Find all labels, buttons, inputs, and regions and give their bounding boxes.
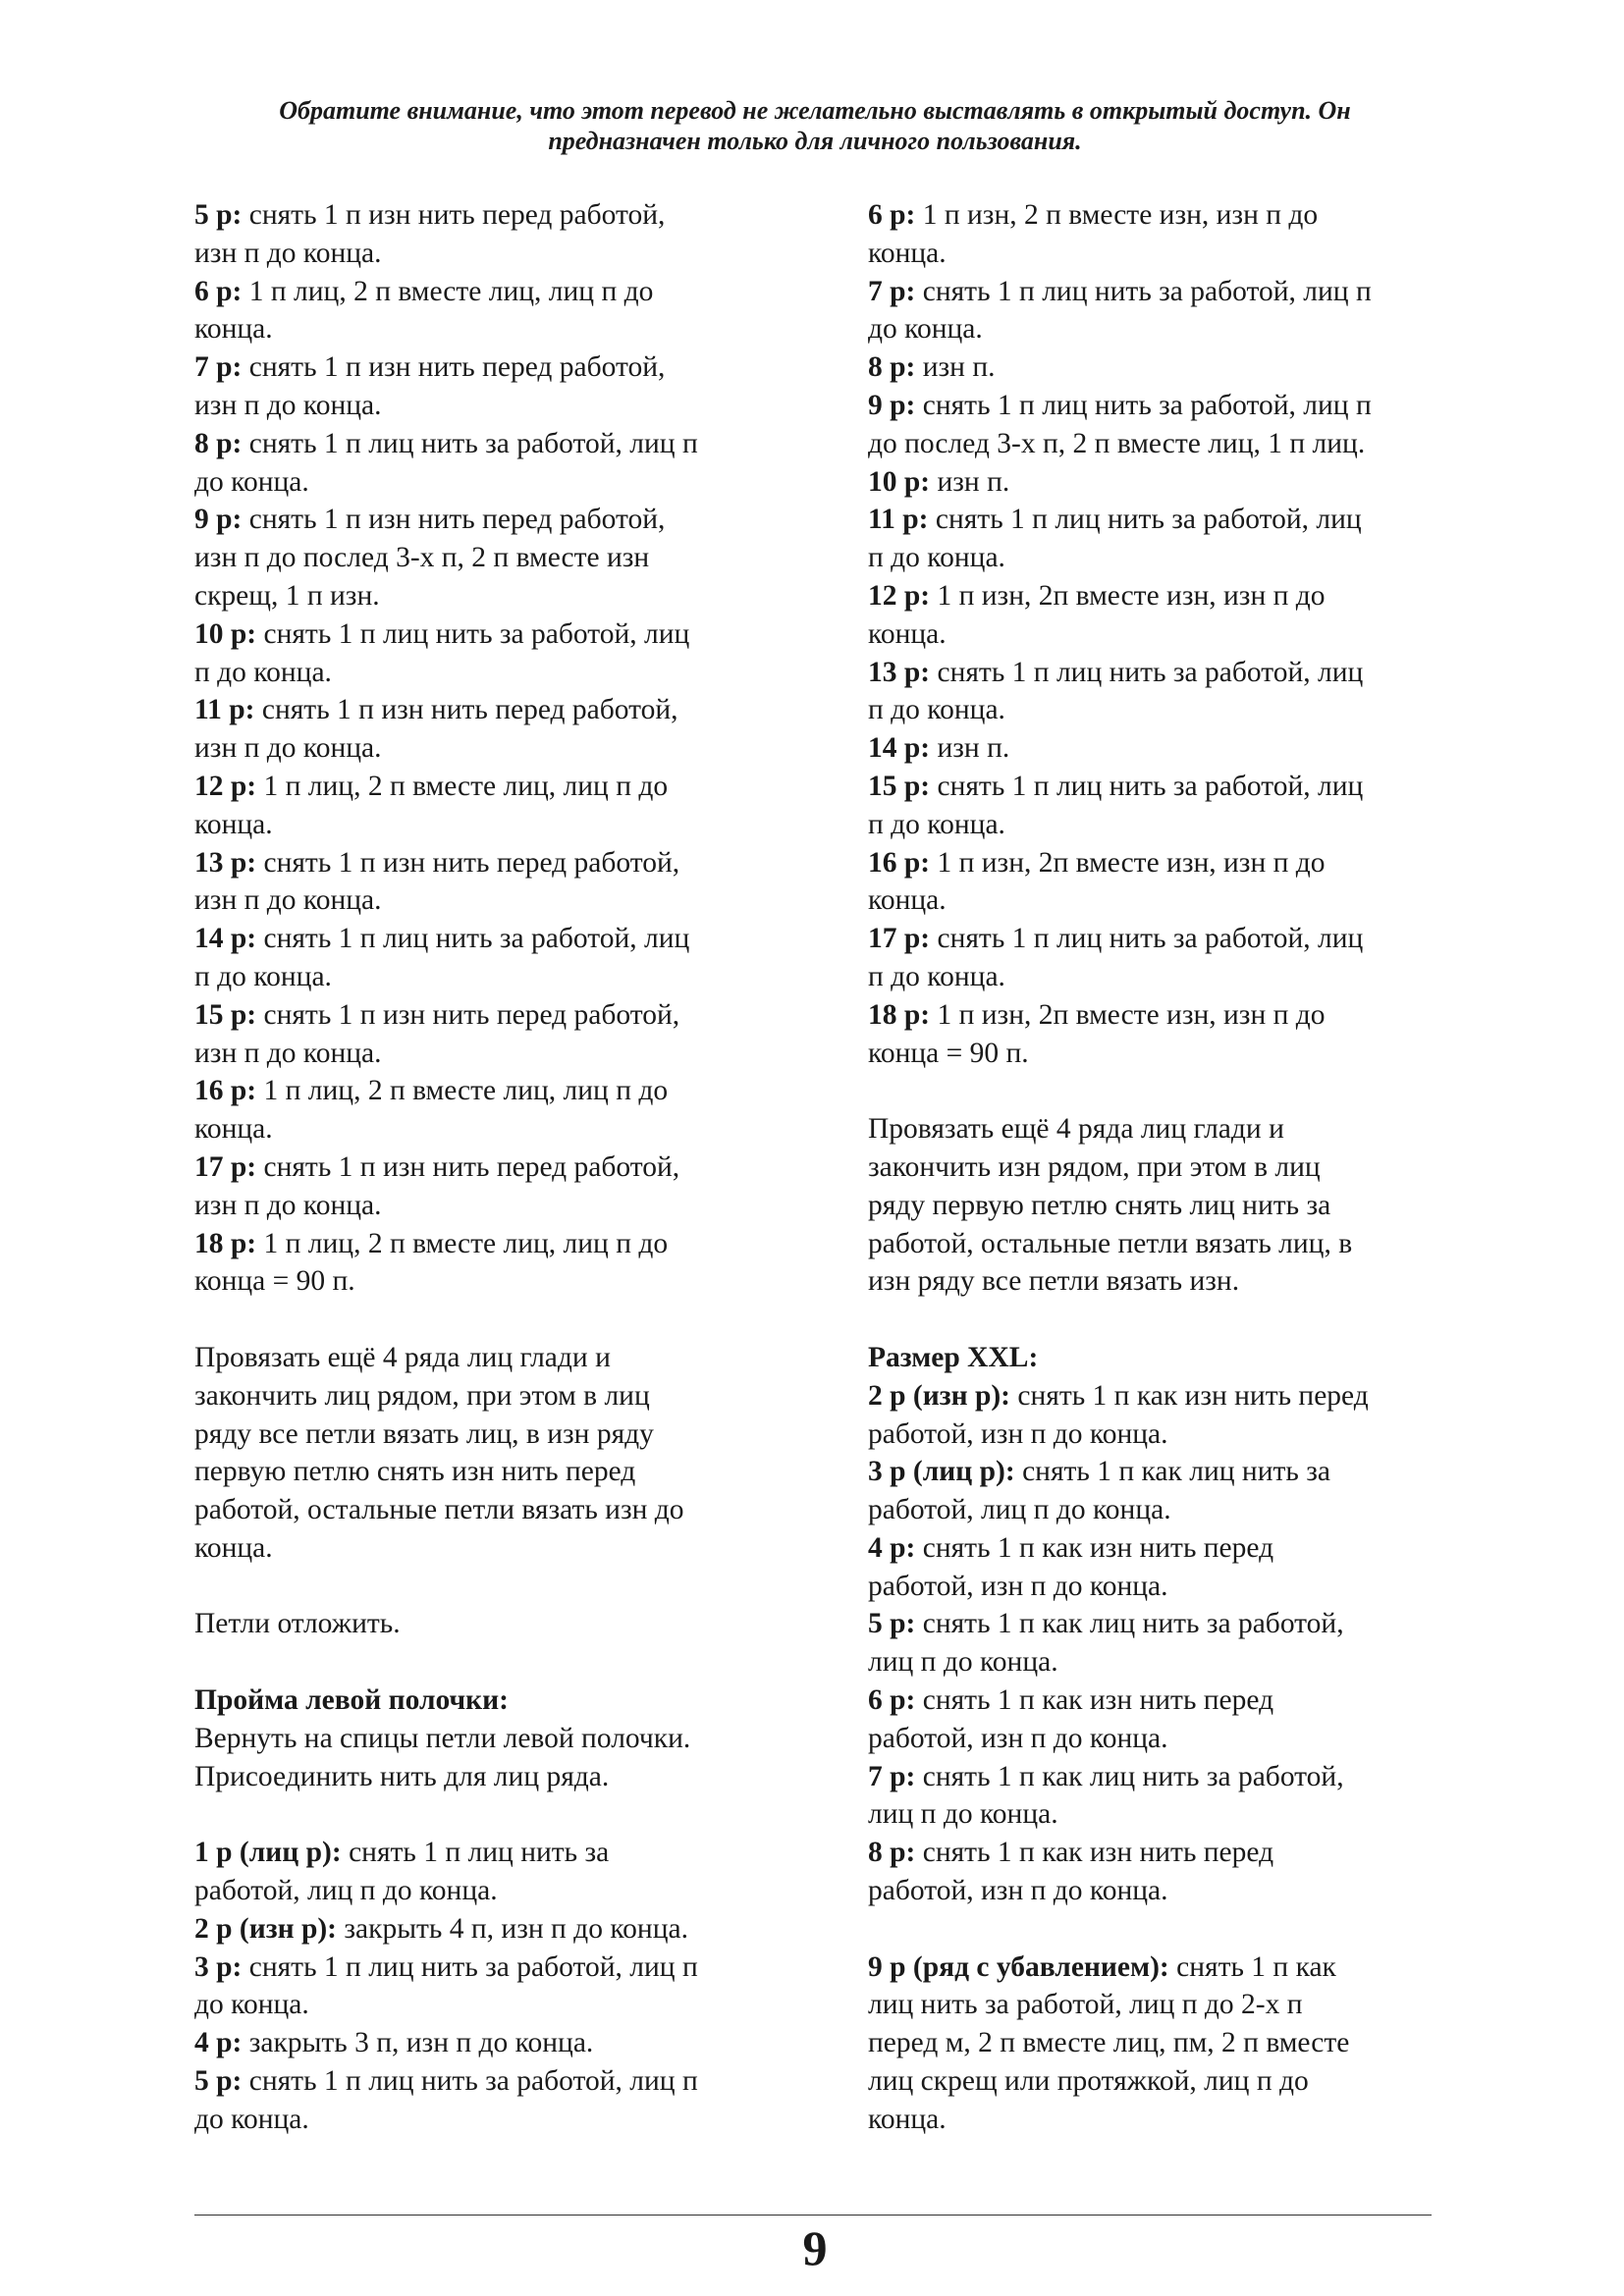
instruction-paragraph (868, 348, 1467, 387)
instruction-paragraph (868, 920, 1467, 996)
row-label: 11 р: (868, 504, 929, 536)
instruction-paragraph (194, 425, 793, 502)
text-line: до конца. (194, 2103, 309, 2135)
text-line: изн п до конца. (194, 237, 382, 269)
text-line: закончить лиц рядом, при этом в лиц (194, 1379, 650, 1412)
instruction-paragraph (868, 1110, 1467, 1301)
text-line (868, 654, 1467, 692)
instruction-paragraph (868, 1834, 1467, 1910)
row-label: 6 р: (868, 199, 916, 231)
row-text: снять 1 п как изн нить перед (915, 1837, 1274, 1869)
text-line (194, 996, 793, 1035)
paragraph-gap (868, 1910, 1467, 1949)
text-line (868, 1949, 1467, 1987)
row-text: закрыть 3 п, изн п до конца. (242, 2027, 594, 2059)
row-text: снять 1 п лиц нить за работой, лиц (256, 617, 690, 650)
text-line: конца. (194, 808, 273, 840)
text-line (868, 273, 1467, 311)
row-text: снять 1 п как изн нить перед (915, 1531, 1274, 1564)
text-line: до конца. (868, 313, 983, 346)
row-text: снять 1 п лиц нить за работой, лиц п (242, 427, 698, 459)
text-line: работой, изн п до конца. (868, 1417, 1168, 1450)
text-line: лиц п до конца. (868, 1798, 1058, 1831)
row-label: 10 р: (194, 617, 257, 650)
instruction-paragraph (868, 1453, 1467, 1529)
row-label: 3 р: (194, 1950, 243, 1983)
instruction-paragraph (194, 348, 793, 425)
row-label: 5 р: (194, 2065, 243, 2098)
row-text: изн п. (930, 465, 1010, 498)
row-text: снять 1 п изн нить перед работой, (256, 846, 680, 879)
instruction-paragraph (868, 577, 1467, 654)
row-text: 1 п лиц, 2 п вместе лиц, лиц п до (256, 1075, 669, 1107)
row-text: Провязать ещё 4 ряда лиц глади и (194, 1341, 611, 1373)
row-label: 15 р: (194, 998, 257, 1031)
text-line: работой, изн п до конца. (868, 1875, 1168, 1907)
instruction-paragraph (194, 615, 793, 692)
text-line: п до конца. (868, 960, 1005, 992)
text-line (868, 1377, 1467, 1415)
row-text: 1 п изн, 2 п вместе изн, изн п до (915, 199, 1319, 231)
row-label: 8 р: (194, 427, 243, 459)
instruction-paragraph (194, 1834, 793, 1910)
text-line: Присоединить нить для лиц ряда. (194, 1760, 610, 1792)
row-text: снять 1 п лиц нить за работой, лиц (928, 504, 1362, 536)
text-line (194, 1949, 793, 1987)
row-text: снять 1 п лиц нить за работой, лиц (256, 923, 690, 955)
text-line (868, 729, 1467, 768)
text-line (868, 501, 1467, 539)
row-label: 11 р: (194, 694, 255, 726)
text-line: лиц скрещ или протяжкой, лиц п до (868, 2065, 1309, 2098)
instruction-paragraph (868, 273, 1467, 349)
instruction-paragraph (868, 196, 1467, 273)
text-line: перед м, 2 п вместе лиц, пм, 2 п вместе (868, 2027, 1350, 2059)
row-text: снять 1 п изн нить перед работой, (242, 199, 666, 231)
text-line: конца = 90 п. (194, 1265, 355, 1298)
row-label: 15 р: (868, 770, 931, 802)
row-text: снять 1 п изн нить перед работой, (256, 998, 680, 1031)
text-line (868, 996, 1467, 1035)
row-text: снять 1 п лиц нить за работой, лиц (930, 656, 1364, 688)
row-label: 9 р: (194, 504, 243, 536)
row-label: Размер XXL: (868, 1341, 1039, 1373)
row-text: снять 1 п как лиц нить за (1014, 1456, 1330, 1488)
instruction-paragraph (194, 1339, 793, 1568)
text-line (868, 348, 1467, 387)
text-line (868, 920, 1467, 958)
instruction-paragraph (194, 1910, 793, 1949)
row-label: 14 р: (868, 732, 931, 765)
row-text: снять 1 п лиц нить за работой, лиц п (242, 1950, 698, 1983)
text-line: конца. (194, 1531, 273, 1564)
row-text: изн п. (915, 351, 996, 384)
instruction-paragraph (194, 691, 793, 768)
paragraph-gap (868, 1301, 1467, 1339)
text-line (194, 196, 793, 235)
text-line: изн ряду все петли вязать изн. (868, 1265, 1240, 1298)
instruction-paragraph (868, 387, 1467, 463)
row-text: снять 1 п как лиц нить за работой, (915, 1608, 1344, 1640)
instruction-paragraph (868, 768, 1467, 844)
row-label: 5 р: (194, 199, 243, 231)
row-text: снять 1 п изн нить перед работой, (242, 351, 666, 384)
row-label: 5 р: (868, 1608, 916, 1640)
row-label: 17 р: (868, 923, 931, 955)
paragraph-gap (194, 1568, 793, 1606)
text-line (194, 1148, 793, 1187)
text-line (194, 691, 793, 729)
text-line: изн п до конца. (194, 1037, 382, 1069)
instruction-paragraph (194, 501, 793, 614)
text-line: работой, остальные петли вязать изн до (194, 1494, 684, 1526)
row-label: 18 р: (194, 1227, 257, 1259)
text-line: конца. (868, 617, 947, 650)
instruction-paragraph (194, 1225, 793, 1302)
text-line: до послед 3-х п, 2 п вместе лиц, 1 п лиц. (868, 427, 1366, 459)
text-line (194, 2024, 793, 2062)
row-label: 3 р (лиц р): (868, 1456, 1015, 1488)
instruction-paragraph (868, 1682, 1467, 1758)
instruction-paragraph (868, 1339, 1467, 1377)
row-label: 4 р: (194, 2027, 243, 2059)
row-text: снять 1 п лиц нить за работой, лиц п (915, 389, 1372, 421)
row-text: снять 1 п лиц нить за работой, лиц (930, 770, 1364, 802)
row-text: снять 1 п изн нить перед работой, (254, 694, 678, 726)
instruction-paragraph (194, 2024, 793, 2062)
text-line: ряду все петли вязать лиц, в изн ряду (194, 1417, 654, 1450)
page-number: 9 (802, 2220, 828, 2275)
instruction-paragraph (868, 654, 1467, 730)
row-text: снять 1 п как изн нить перед (1010, 1379, 1369, 1412)
row-text: 1 п изн, 2п вместе изн, изн п до (930, 579, 1326, 612)
row-label: 2 р (изн р): (194, 1912, 338, 1945)
text-line (194, 768, 793, 806)
text-line: изн п до конца. (194, 884, 382, 917)
text-line (868, 844, 1467, 882)
text-line (194, 501, 793, 539)
instruction-paragraph (868, 1605, 1467, 1682)
row-text: снять 1 п лиц нить за работой, лиц п (242, 2065, 698, 2098)
row-text: снять 1 п лиц нить за работой, лиц п (915, 275, 1372, 307)
text-line: скрещ, 1 п изн. (194, 579, 380, 612)
row-label: 2 р (изн р): (868, 1379, 1011, 1412)
text-line (194, 1605, 793, 1643)
instruction-paragraph (868, 501, 1467, 577)
text-line: работой, лиц п до конца. (194, 1875, 498, 1907)
footer-divider (194, 2215, 1432, 2216)
instruction-paragraph (868, 1529, 1467, 1606)
page-header-notice (187, 95, 1443, 156)
row-text: Петли отложить. (194, 1608, 401, 1640)
row-label: 4 р: (868, 1531, 916, 1564)
row-text: 1 п изн, 2п вместе изн, изн п до (930, 998, 1326, 1031)
text-line: конца. (194, 1113, 273, 1146)
row-label: 14 р: (194, 923, 257, 955)
text-line: конца. (868, 237, 947, 269)
text-line: конца. (194, 313, 273, 346)
text-line: изн п до конца. (194, 732, 382, 765)
instruction-paragraph (194, 844, 793, 921)
text-line (194, 1834, 793, 1872)
row-label: 8 р: (868, 1837, 916, 1869)
paragraph-gap (194, 1301, 793, 1339)
instruction-paragraph (868, 844, 1467, 921)
text-line (868, 577, 1467, 615)
instruction-paragraph (194, 1605, 793, 1643)
paragraph-gap (868, 1072, 1467, 1110)
instruction-paragraph (194, 1072, 793, 1148)
text-line (868, 1453, 1467, 1491)
text-line (868, 196, 1467, 235)
text-line: п до конца. (194, 656, 332, 688)
instruction-paragraph (194, 1682, 793, 1795)
instruction-paragraph (194, 920, 793, 996)
row-label: 12 р: (194, 770, 257, 802)
instruction-paragraph (194, 1148, 793, 1225)
instruction-paragraph (868, 1949, 1467, 2139)
text-line: изн п до конца. (194, 1189, 382, 1221)
text-line (868, 1339, 1467, 1377)
row-label: 10 р: (868, 465, 931, 498)
right-column (868, 196, 1467, 2139)
text-line: п до конца. (194, 960, 332, 992)
row-text: снять 1 п изн нить перед работой, (256, 1150, 680, 1183)
text-line: работой, остальные петли вязать лиц, в (868, 1227, 1353, 1259)
row-label: 8 р: (868, 351, 916, 384)
text-line (868, 768, 1467, 806)
instruction-paragraph (868, 996, 1467, 1073)
text-line: работой, изн п до конца. (868, 1722, 1168, 1754)
row-text: 1 п изн, 2п вместе изн, изн п до (930, 846, 1326, 879)
row-label: 6 р: (868, 1684, 916, 1717)
text-line (868, 463, 1467, 502)
header-line-1: Обратите внимание, что этот перевод не желательно выставлять в открытый доступ. Он (279, 96, 1351, 125)
row-text: 1 п лиц, 2 п вместе лиц, лиц п до (256, 770, 669, 802)
row-text: снять 1 п изн нить перед работой, (242, 504, 666, 536)
text-line (194, 1682, 793, 1720)
row-label: 9 р (ряд с убавлением): (868, 1950, 1169, 1983)
row-label: 1 р (лиц р): (194, 1837, 342, 1869)
row-text: снять 1 п лиц нить за работой, лиц (930, 923, 1364, 955)
instruction-paragraph (868, 1758, 1467, 1835)
row-label: 7 р: (868, 275, 916, 307)
instruction-paragraph (868, 729, 1467, 768)
row-label: 17 р: (194, 1150, 257, 1183)
text-line (194, 425, 793, 463)
text-line: закончить изн рядом, при этом в лиц (868, 1150, 1321, 1183)
text-line (194, 273, 793, 311)
text-line (194, 1225, 793, 1263)
text-line (194, 844, 793, 882)
text-line (194, 920, 793, 958)
text-line: первую петлю снять изн нить перед (194, 1456, 636, 1488)
row-label: 16 р: (868, 846, 931, 879)
paragraph-gap (194, 1643, 793, 1682)
row-text: 1 п лиц, 2 п вместе лиц, лиц п до (256, 1227, 669, 1259)
instruction-paragraph (194, 273, 793, 349)
text-line: изн п до конца. (194, 389, 382, 421)
instruction-paragraph (868, 1377, 1467, 1454)
row-label: 13 р: (868, 656, 931, 688)
row-text: снять 1 п как изн нить перед (915, 1684, 1274, 1717)
text-line: конца = 90 п. (868, 1037, 1029, 1069)
header-line-2: предназначен только для личного пользования. (548, 127, 1082, 155)
text-line: ряду первую петлю снять лиц нить за (868, 1189, 1331, 1221)
text-line (194, 2062, 793, 2101)
row-label: 9 р: (868, 389, 916, 421)
text-line (868, 1834, 1467, 1872)
row-label: Пройма левой полочки: (194, 1684, 509, 1717)
text-line: п до конца. (868, 808, 1005, 840)
instruction-paragraph (194, 996, 793, 1073)
paragraph-gap (194, 1795, 793, 1834)
row-label: 7 р: (194, 351, 243, 384)
text-line: до конца. (194, 1989, 309, 2021)
row-label: 6 р: (194, 275, 243, 307)
text-line: п до конца. (868, 694, 1005, 726)
text-line (868, 387, 1467, 425)
text-line: п до конца. (868, 542, 1005, 574)
text-line (194, 1910, 793, 1949)
text-line (868, 1758, 1467, 1796)
row-text: 1 п лиц, 2 п вместе лиц, лиц п до (242, 275, 654, 307)
text-line: изн п до послед 3-х п, 2 п вместе изн (194, 542, 650, 574)
text-line: работой, лиц п до конца. (868, 1494, 1171, 1526)
text-line (868, 1605, 1467, 1643)
text-line: Вернуть на спицы петли левой полочки. (194, 1722, 691, 1754)
row-label: 12 р: (868, 579, 931, 612)
text-line (868, 1529, 1467, 1568)
text-line: лиц нить за работой, лиц п до 2-х п (868, 1989, 1303, 2021)
text-line (194, 1339, 793, 1377)
row-label: 16 р: (194, 1075, 257, 1107)
row-label: 7 р: (868, 1760, 916, 1792)
text-line (194, 1072, 793, 1110)
text-line: лиц п до конца. (868, 1646, 1058, 1679)
text-line (194, 615, 793, 654)
text-line (868, 1682, 1467, 1720)
text-line: работой, изн п до конца. (868, 1570, 1168, 1602)
row-text: изн п. (930, 732, 1010, 765)
row-text: снять 1 п как лиц нить за работой, (915, 1760, 1344, 1792)
row-label: 18 р: (868, 998, 931, 1031)
row-text: Провязать ещё 4 ряда лиц глади и (868, 1113, 1284, 1146)
instruction-paragraph (194, 1949, 793, 2025)
instruction-paragraph (868, 463, 1467, 502)
row-label: 13 р: (194, 846, 257, 879)
instruction-paragraph (194, 2062, 793, 2139)
instruction-paragraph (194, 768, 793, 844)
row-text: снять 1 п лиц нить за (341, 1837, 610, 1869)
row-text: закрыть 4 п, изн п до конца. (337, 1912, 688, 1945)
text-line (194, 348, 793, 387)
instruction-paragraph (194, 196, 793, 273)
text-line (868, 1110, 1467, 1148)
left-column (194, 196, 793, 2139)
text-line: конца. (868, 2103, 947, 2135)
text-line: до конца. (194, 465, 309, 498)
row-text: снять 1 п как (1168, 1950, 1336, 1983)
text-line: конца. (868, 884, 947, 917)
